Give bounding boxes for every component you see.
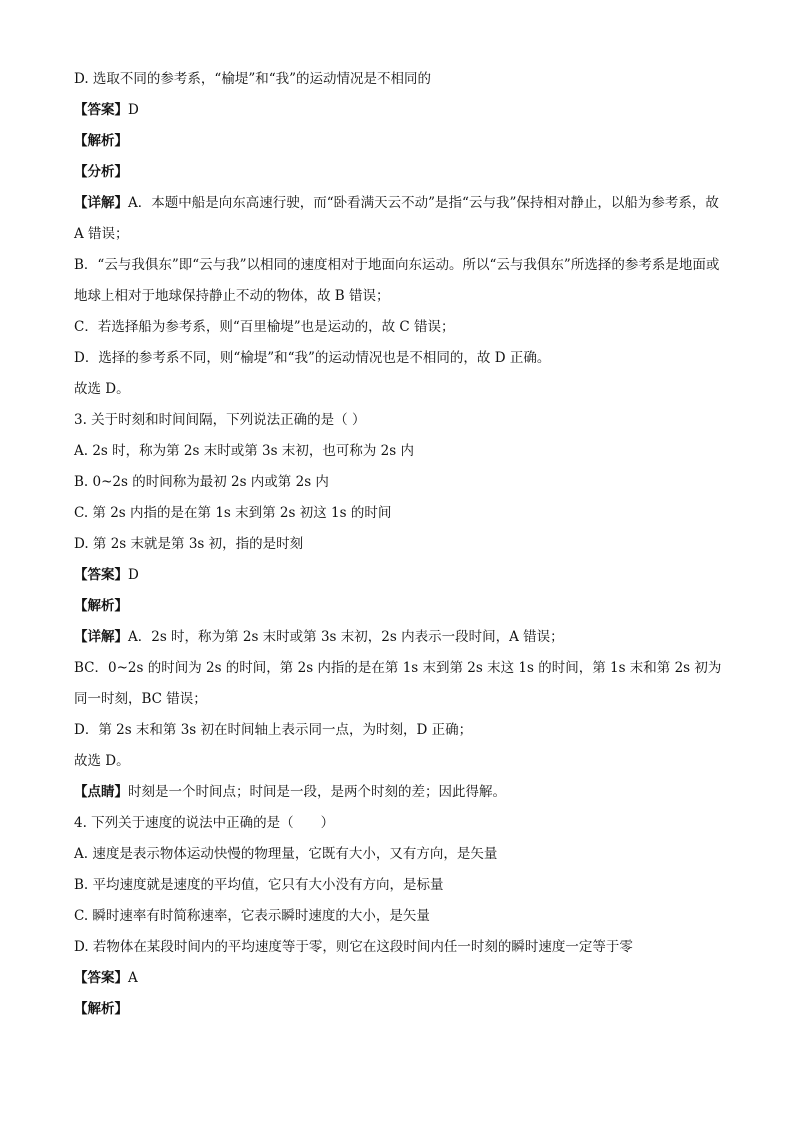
text: 故选 D。 [74, 753, 130, 769]
answer-value: A [128, 970, 138, 986]
detail-text: A．本题中船是向东高速行驶，而“卧看满天云不动”是指“云与我”保持相对静止，以船为参考系，故 A 错误； [74, 195, 719, 242]
analysis-tag-line [74, 994, 724, 1025]
text: D．选择的参考系不同，则“榆堤”和“我”的运动情况也是不相同的，故 D 正确。 [74, 350, 551, 366]
question-4-option-a [74, 839, 724, 870]
text: 故选 D。 [74, 381, 130, 397]
text: D. 选取不同的参考系，“榆堤”和“我”的运动情况是不相同的 [74, 71, 432, 87]
analysis-tag: 【解析】 [74, 1001, 128, 1017]
analysis-tag-line [74, 591, 724, 622]
detail-tag: 【详解】 [74, 195, 128, 211]
answer-tag: 【答案】 [74, 102, 128, 118]
question-3-option-b [74, 467, 724, 498]
question-4-option-c [74, 901, 724, 932]
question-4-option-d [74, 932, 724, 963]
detail-line [74, 622, 724, 653]
fenxi-tag-line [74, 157, 724, 188]
answer-line [74, 95, 724, 126]
answer-value: D [128, 567, 139, 583]
question-4-option-b [74, 870, 724, 901]
text: B. 平均速度就是速度的平均值，它只有大小没有方向，是标量 [74, 877, 444, 893]
detail-line [74, 188, 724, 250]
detail-text: A．2s 时，称为第 2s 末时或第 3s 末初，2s 内表示一段时间，A 错误； [128, 629, 564, 645]
answer-line [74, 560, 724, 591]
explanation-d [74, 715, 724, 746]
explanation-b [74, 250, 724, 312]
text: BC．0~2s 的时间为 2s 的时间，第 2s 内指的是在第 1s 末到第 2s 末这 1s 的时间，第 1s 末和第 2s 初为同一时刻，BC 错误； [74, 660, 722, 707]
answer-tag: 【答案】 [74, 567, 128, 583]
analysis-tag-line [74, 126, 724, 157]
remark-line [74, 777, 724, 808]
explanation-d [74, 343, 724, 374]
document-page [74, 64, 724, 1025]
text: C. 第 2s 内指的是在第 1s 末到第 2s 初这 1s 的时间 [74, 505, 392, 521]
analysis-tag: 【解析】 [74, 598, 128, 614]
remark-text: 时刻是一个时间点；时间是一段，是两个时刻的差；因此得解。 [128, 784, 506, 800]
question-3-option-d [74, 529, 724, 560]
text: D. 第 2s 末就是第 3s 初，指的是时刻 [74, 536, 304, 552]
text: C. 瞬时速率有时简称速率，它表示瞬时速度的大小，是矢量 [74, 908, 430, 924]
text: D．第 2s 末和第 3s 初在时间轴上表示同一点，为时刻，D 正确； [74, 722, 473, 738]
detail-tag: 【详解】 [74, 629, 128, 645]
answer-value: D [128, 102, 139, 118]
question-3-option-a [74, 436, 724, 467]
question-4-stem [74, 808, 724, 839]
fenxi-tag: 【分析】 [74, 164, 128, 180]
text: B．“云与我俱东”即“云与我”以相同的速度相对于地面向东运动。所以“云与我俱东”所选择的参考系是地面或地球上相对于地球保持静止不动的物体，故 B 错误； [74, 257, 720, 304]
answer-line [74, 963, 724, 994]
text: 4. 下列关于速度的说法中正确的是（ ） [74, 815, 335, 831]
conclusion-line [74, 374, 724, 405]
question-3-option-c [74, 498, 724, 529]
explanation-c [74, 312, 724, 343]
text: B. 0~2s 的时间称为最初 2s 内或第 2s 内 [74, 474, 329, 490]
question-3-stem [74, 405, 724, 436]
text: 3. 关于时刻和时间间隔，下列说法正确的是（ ） [74, 412, 366, 428]
remark-tag: 【点睛】 [74, 784, 128, 800]
text: A. 2s 时，称为第 2s 末时或第 3s 末初，也可称为 2s 内 [74, 443, 414, 459]
analysis-tag: 【解析】 [74, 133, 128, 149]
conclusion-line [74, 746, 724, 777]
text: D. 若物体在某段时间内的平均速度等于零，则它在这段时间内任一时刻的瞬时速度一定等于零 [74, 939, 633, 955]
answer-tag: 【答案】 [74, 970, 128, 986]
option-d-line [74, 64, 724, 95]
text: A. 速度是表示物体运动快慢的物理量，它既有大小，又有方向，是矢量 [74, 846, 498, 862]
explanation-bc [74, 653, 724, 715]
text: C．若选择船为参考系，则“百里榆堤”也是运动的，故 C 错误； [74, 319, 455, 335]
